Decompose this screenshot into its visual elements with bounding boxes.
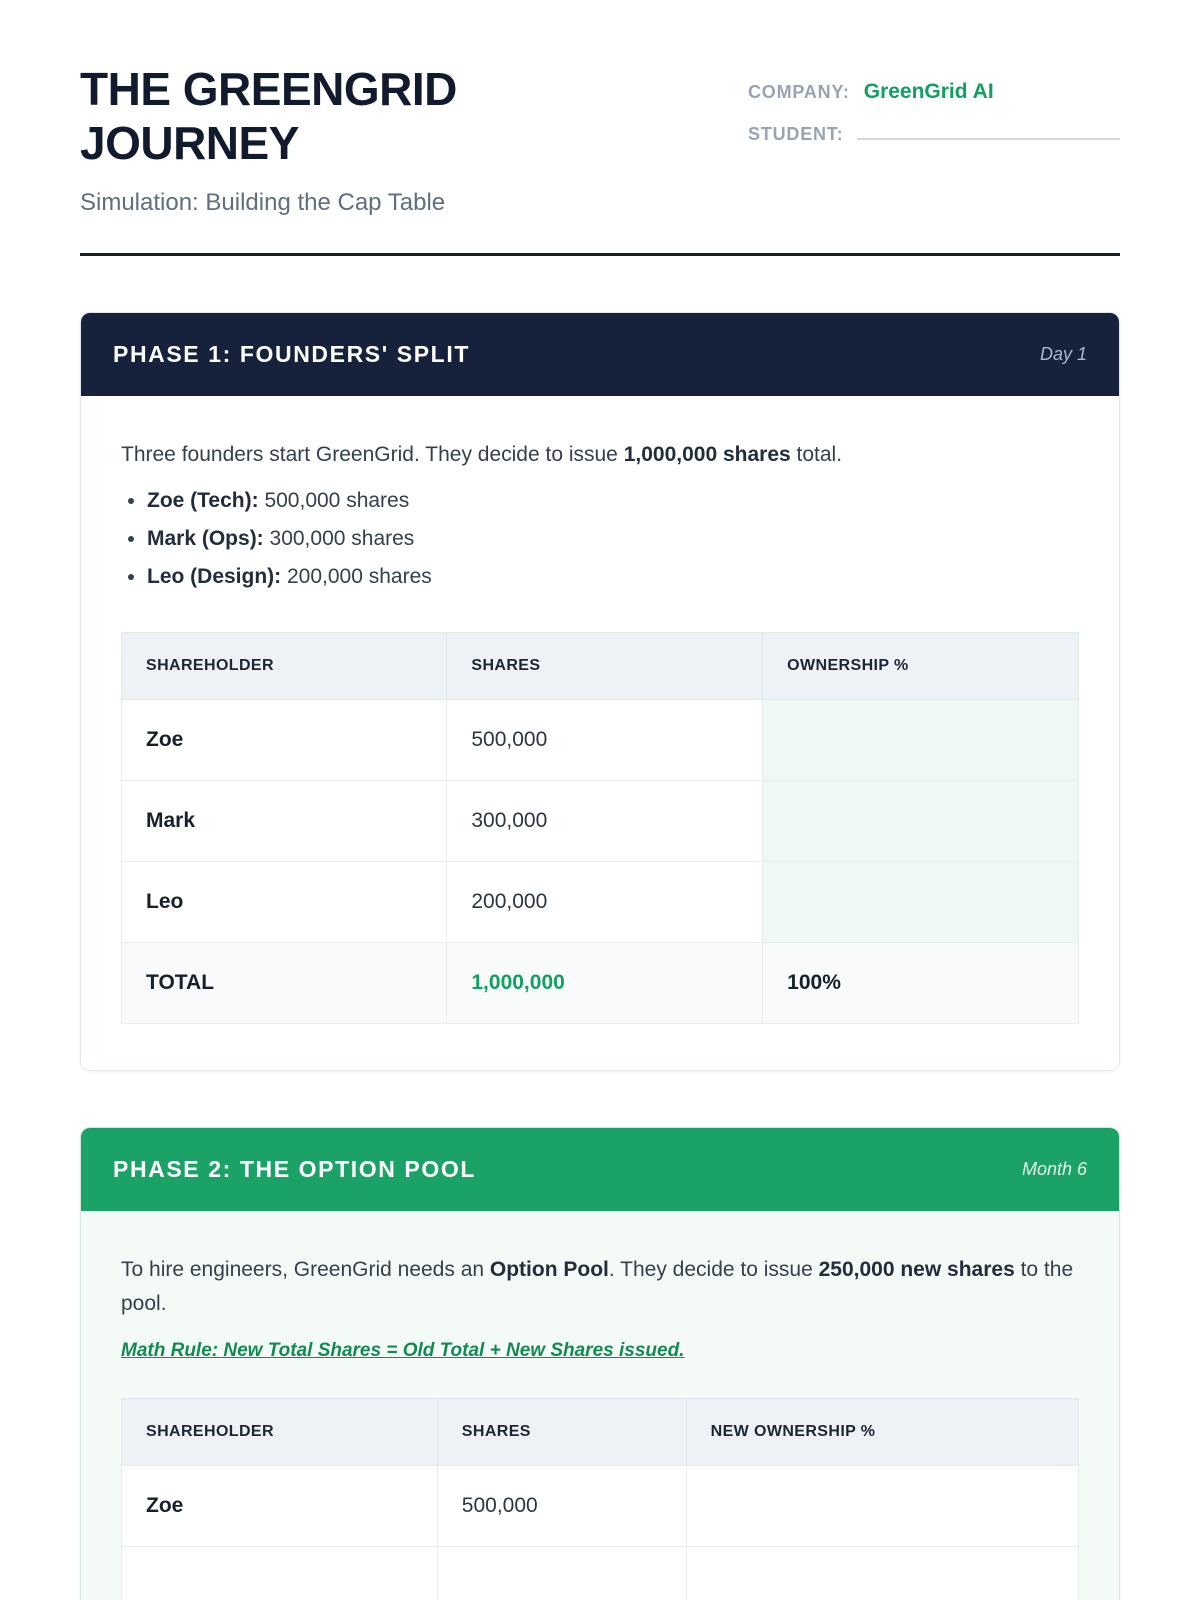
bullet-mark — [147, 520, 1079, 558]
company-value: GreenGrid AI — [863, 80, 994, 103]
ownership-blank-cell[interactable] — [763, 699, 1079, 780]
ownership-blank-cell[interactable] — [686, 1465, 1078, 1546]
phase1-header — [81, 313, 1119, 396]
bullet-zoe-label: Zoe (Tech): — [147, 489, 259, 513]
ownership-blank-cell[interactable] — [763, 861, 1079, 942]
shareholder-name: Leo — [122, 861, 447, 942]
shareholder-shares: 500,000 — [447, 699, 763, 780]
phase1-col-shareholder: SHAREHOLDER — [122, 632, 447, 699]
phase1-title: PHASE 1: FOUNDERS' SPLIT — [113, 340, 470, 367]
bullet-leo — [147, 558, 1079, 596]
ownership-blank-cell[interactable] — [686, 1546, 1078, 1600]
meta-block — [748, 62, 1120, 161]
phase1-table-header-row — [122, 632, 1079, 699]
phase2-intro-suffix: to the pool. — [121, 1257, 1074, 1316]
page-title — [80, 62, 457, 171]
shareholder-name: Mark — [122, 780, 447, 861]
bullet-leo-text: 200,000 shares — [281, 564, 432, 588]
shareholder-shares — [437, 1546, 686, 1600]
company-row — [748, 80, 1120, 104]
phase2-title: PHASE 2: THE OPTION POOL — [113, 1155, 476, 1182]
total-shares: 1,000,000 — [447, 942, 763, 1023]
phase1-intro — [121, 438, 1079, 473]
phase2-intro — [121, 1253, 1079, 1322]
bullet-leo-label: Leo (Design): — [147, 564, 282, 588]
bullet-zoe-text: 500,000 shares — [258, 489, 410, 513]
header-divider — [80, 253, 1120, 256]
phase2-body — [81, 1211, 1119, 1600]
phase2-header — [81, 1128, 1119, 1211]
student-name-blank[interactable] — [857, 120, 1120, 140]
total-ownership: 100% — [763, 942, 1079, 1023]
shareholder-name: Zoe — [122, 1465, 438, 1546]
table-row — [122, 699, 1079, 780]
phase2-intro-bold2: 250,000 new shares — [818, 1257, 1015, 1281]
company-label: COMPANY: — [748, 82, 850, 102]
phase2-col-new-ownership: NEW OWNERSHIP % — [686, 1398, 1078, 1465]
phase1-col-shares: SHARES — [447, 632, 763, 699]
phase1-day-badge: Day 1 — [1039, 343, 1087, 364]
table-row — [122, 861, 1079, 942]
table-row — [122, 780, 1079, 861]
shareholder-name: Zoe — [122, 699, 447, 780]
shareholder-name — [122, 1546, 438, 1600]
table-row — [122, 1465, 1079, 1546]
shareholder-shares: 200,000 — [447, 861, 763, 942]
phase1-body — [81, 396, 1119, 1070]
phase2-intro-prefix: To hire engineers, GreenGrid needs an — [121, 1257, 490, 1281]
phase1-intro-suffix: total. — [790, 442, 843, 466]
phase2-col-shareholder: SHAREHOLDER — [122, 1398, 438, 1465]
table-row-cutoff — [122, 1546, 1079, 1600]
phase2-col-shares: SHARES — [437, 1398, 686, 1465]
shareholder-shares: 300,000 — [447, 780, 763, 861]
student-label: STUDENT: — [748, 124, 844, 144]
total-row — [122, 942, 1079, 1023]
ownership-blank-cell[interactable] — [763, 780, 1079, 861]
shareholder-shares: 500,000 — [437, 1465, 686, 1546]
phase1-intro-bold: 1,000,000 shares — [623, 442, 791, 466]
phase1-intro-prefix: Three founders start GreenGrid. They decide to issue — [121, 442, 624, 466]
phase1-bullet-list — [147, 482, 1079, 595]
phase1-cap-table — [121, 632, 1079, 1024]
phase2-table-header-row — [122, 1398, 1079, 1465]
page-title-line2: JOURNEY — [80, 117, 299, 170]
phase2-month-badge: Month 6 — [1021, 1158, 1087, 1179]
phase2-intro-mid: . They decide to issue — [608, 1257, 819, 1281]
phase1-card — [80, 312, 1120, 1071]
phase2-card — [80, 1127, 1120, 1600]
bullet-zoe — [147, 482, 1079, 520]
student-row — [748, 120, 1120, 145]
bullet-mark-label: Mark (Ops): — [147, 526, 264, 550]
phase1-col-ownership: OWNERSHIP % — [763, 632, 1079, 699]
bullet-mark-text: 300,000 shares — [263, 526, 415, 550]
phase2-cap-table — [121, 1398, 1079, 1600]
math-rule-note: Math Rule: New Total Shares = Old Total + New Shares issued. — [121, 1339, 685, 1361]
masthead — [80, 62, 1120, 171]
page-title-line1: THE GREENGRID — [80, 63, 457, 115]
page-subtitle: Simulation: Building the Cap Table — [80, 188, 446, 216]
phase2-intro-bold1: Option Pool — [489, 1257, 609, 1281]
total-label: TOTAL — [122, 942, 447, 1023]
